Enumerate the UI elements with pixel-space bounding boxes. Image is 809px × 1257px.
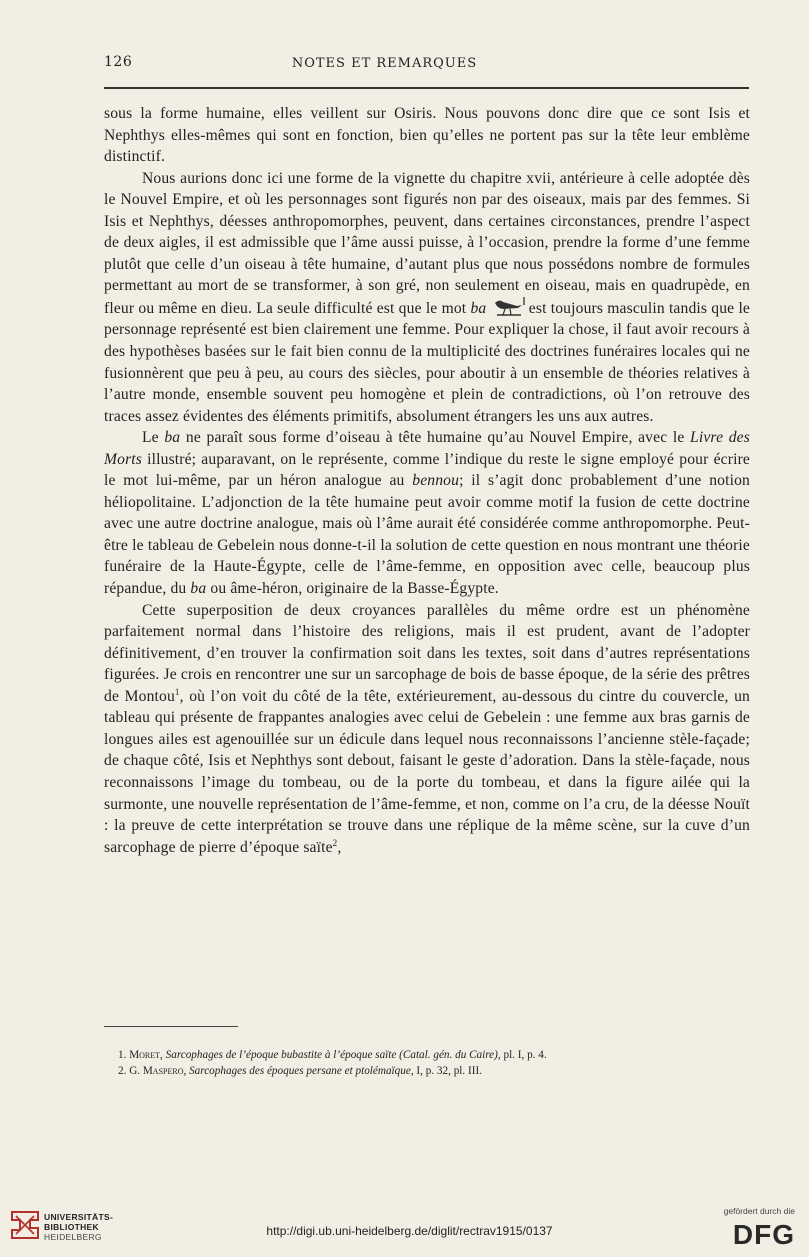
footnote-title: Sarcophages de l’époque bubastite à l’époque saïte (Catal. gén. du Caire) <box>165 1049 498 1061</box>
paragraph-3-text-c: illustré; auparavant, on le représente, comme l’indique du reste le signe employé pour écrire le mot lui-même, par un héron analogue au <box>104 450 750 490</box>
footnotes <box>118 1047 738 1079</box>
paragraph-1 <box>104 103 750 168</box>
footnote-number: 2. <box>118 1065 127 1077</box>
paragraph-3-text-b: ne paraît sous forme d’oiseau à tête humaine qu’au Nouvel Empire, avec le <box>185 429 685 447</box>
paragraph-3-text-a: Le <box>142 429 159 447</box>
paragraph-3 <box>104 427 750 599</box>
paragraph-2-text-a: Nous aurions donc ici une forme de la vignette du chapitre xvii, antérieure à celle adoptée dès le Nouvel Empire, et où les personnages sont figurés non par des oiseaux, mais par des femmes. Si Isis et Nephthys, déesses anthropomorphes, peuvent, dans certaines circonstances, prendre l’aspect de deux aigles, il est admissible que l’âme aussi puisse, à l’occasion, prendre la forme d’une femme plutôt que celle d’un oiseau à tête humaine, d’autant plus que nous possédons nombre de formules permettant au mort de se transformer, à son gré, non seulement en oiseau, mais en quadrupède, en fleur ou même en dieu. La seule difficulté est que le mot <box>104 169 750 317</box>
word-ba: ba <box>470 299 487 317</box>
permalink-url[interactable]: http://digi.ub.uni-heidelberg.de/diglit/rectrav1915/0137 <box>266 1224 553 1238</box>
footnote-details: , I, p. 32, pl. III. <box>410 1065 482 1077</box>
paragraph-3-text-e: ou âme-héron, originaire de la Basse-Égypte. <box>210 580 499 598</box>
word-bennou: bennou <box>412 472 460 490</box>
ba-bird-hieroglyph-icon <box>491 297 525 317</box>
paragraph-4-text-c: , <box>337 838 342 856</box>
footnote-rule <box>104 1026 238 1027</box>
library-line-1: UNIVERSITÄTS- <box>44 1212 114 1222</box>
footnote-title: Sarcophages des époques persane et ptolémaïque <box>189 1065 411 1077</box>
footnote-2: 2. G. Maspero, Sarcophages des époques persane et ptolémaïque, I, p. 32, pl. III. <box>118 1065 482 1077</box>
paragraph-3-text-d: ; il s’agit donc probablement d’une notion héliopolitaine. L’adjonction de la tête humaine peut avoir comme motif la fusion de cette doctrine avec une autre doctrine analogue, mais où l’âme aurait été considérée comme anthropomorphe. Peut-être le tableau de Gebelein nous donne-t-il la solution de cette question en nous montrant une théorie funéraire de la Haute-Égypte, celle de l’âme-femme, en opposition avec celle, beaucoup plus répandue, du <box>104 472 750 598</box>
page-number: 126 <box>104 54 133 70</box>
paragraph-1-text: sous la forme humaine, elles veillent sur Osiris. Nous pouvons donc dire que ce sont Isis et Nephthys elles-mêmes qui sont en fonction, bien qu’elles ne portent pas sur la tête leur emblème distinctif. <box>104 105 750 166</box>
library-line-3: HEIDELBERG <box>44 1232 102 1242</box>
body-text <box>104 103 750 858</box>
paragraph-2 <box>104 168 750 428</box>
footnote-ref-2: 2 <box>332 837 338 848</box>
running-title: NOTES ET REMARQUES <box>291 56 478 71</box>
header-rule <box>104 87 749 89</box>
library-line-2: BIBLIOTHEK <box>44 1222 99 1232</box>
footnote-1: 1. Moret, Sarcophages de l’époque bubastite à l’époque saïte (Catal. gén. du Caire), pl. I, p. 4. <box>118 1049 547 1061</box>
word-ba: ba <box>190 580 207 598</box>
paragraph-2-text-b: est toujours masculin tandis que le personnage représenté est bien clairement une femme. Pour expliquer la chose, il faut avoir recours à des hypothèses basées sur le fait bien connu de la multiplicité des doctrines funéraires locales qui ne fusionnèrent que peu à peu, au cours des siècles, pour aboutir à un ensemble de théories relatives à l’autre monde, ensemble souvent peu homogène et plein de contradictions, où l’on retrouve des traces assez évidentes des éléments primitifs, absolument étrangers les uns aux autres. <box>104 299 750 425</box>
footnote-author: G. Maspero <box>129 1065 184 1077</box>
footnote-ref-1: 1 <box>174 686 180 697</box>
word-ba: ba <box>164 429 181 447</box>
dfg-logo: DFG <box>732 1219 795 1250</box>
book-title-livre-des-morts: Livre des Morts <box>104 429 750 468</box>
funding-note: gefördert durch die <box>723 1206 795 1216</box>
paragraph-4 <box>104 600 750 859</box>
paragraph-4-text-a: Cette superposition de deux croyances parallèles du même ordre est un phénomène parfaitement normal dans l’histoire des religions, mais il est prudent, avant de l’adopter définitivement, d’en trouver la confirmation soit dans les textes, soit dans d’autres représentations figurées. Je crois en rencontrer une sur un sarcophage de bois de basse époque, de la série des prêtres de Montou <box>104 601 750 705</box>
paragraph-4-text-b: , où l’on voit du côté de la tête, extérieurement, au-dessous du cintre du couvercle, un tableau qui présente de frappantes analogies avec celui de Gebelein : une femme aux bras garnis de longues ailes est agenouillée sur un édicule dans lequel nous reconnaissons l’ancienne stèle-façade; de chaque côté, Isis et Nephthys sont debout, faisant le geste d’adoration. Dans la stèle-façade, nous reconnaissons l’image du tombeau, ou de la porte du tombeau, et dans la figure ailée qui la surmonte, une nouvelle représentation de l’âme-femme, et non, comme on l’a cru, de la déesse Nouït : la preuve de cette interprétation se trouve dans une réplique de la même scène, sur la cuve d’un sarcophage de pierre d’époque saïte <box>104 687 751 856</box>
footnote-details: , pl. I, p. 4. <box>497 1049 547 1061</box>
footnote-number: 1. <box>118 1049 127 1061</box>
footnote-author: Moret <box>129 1049 161 1061</box>
